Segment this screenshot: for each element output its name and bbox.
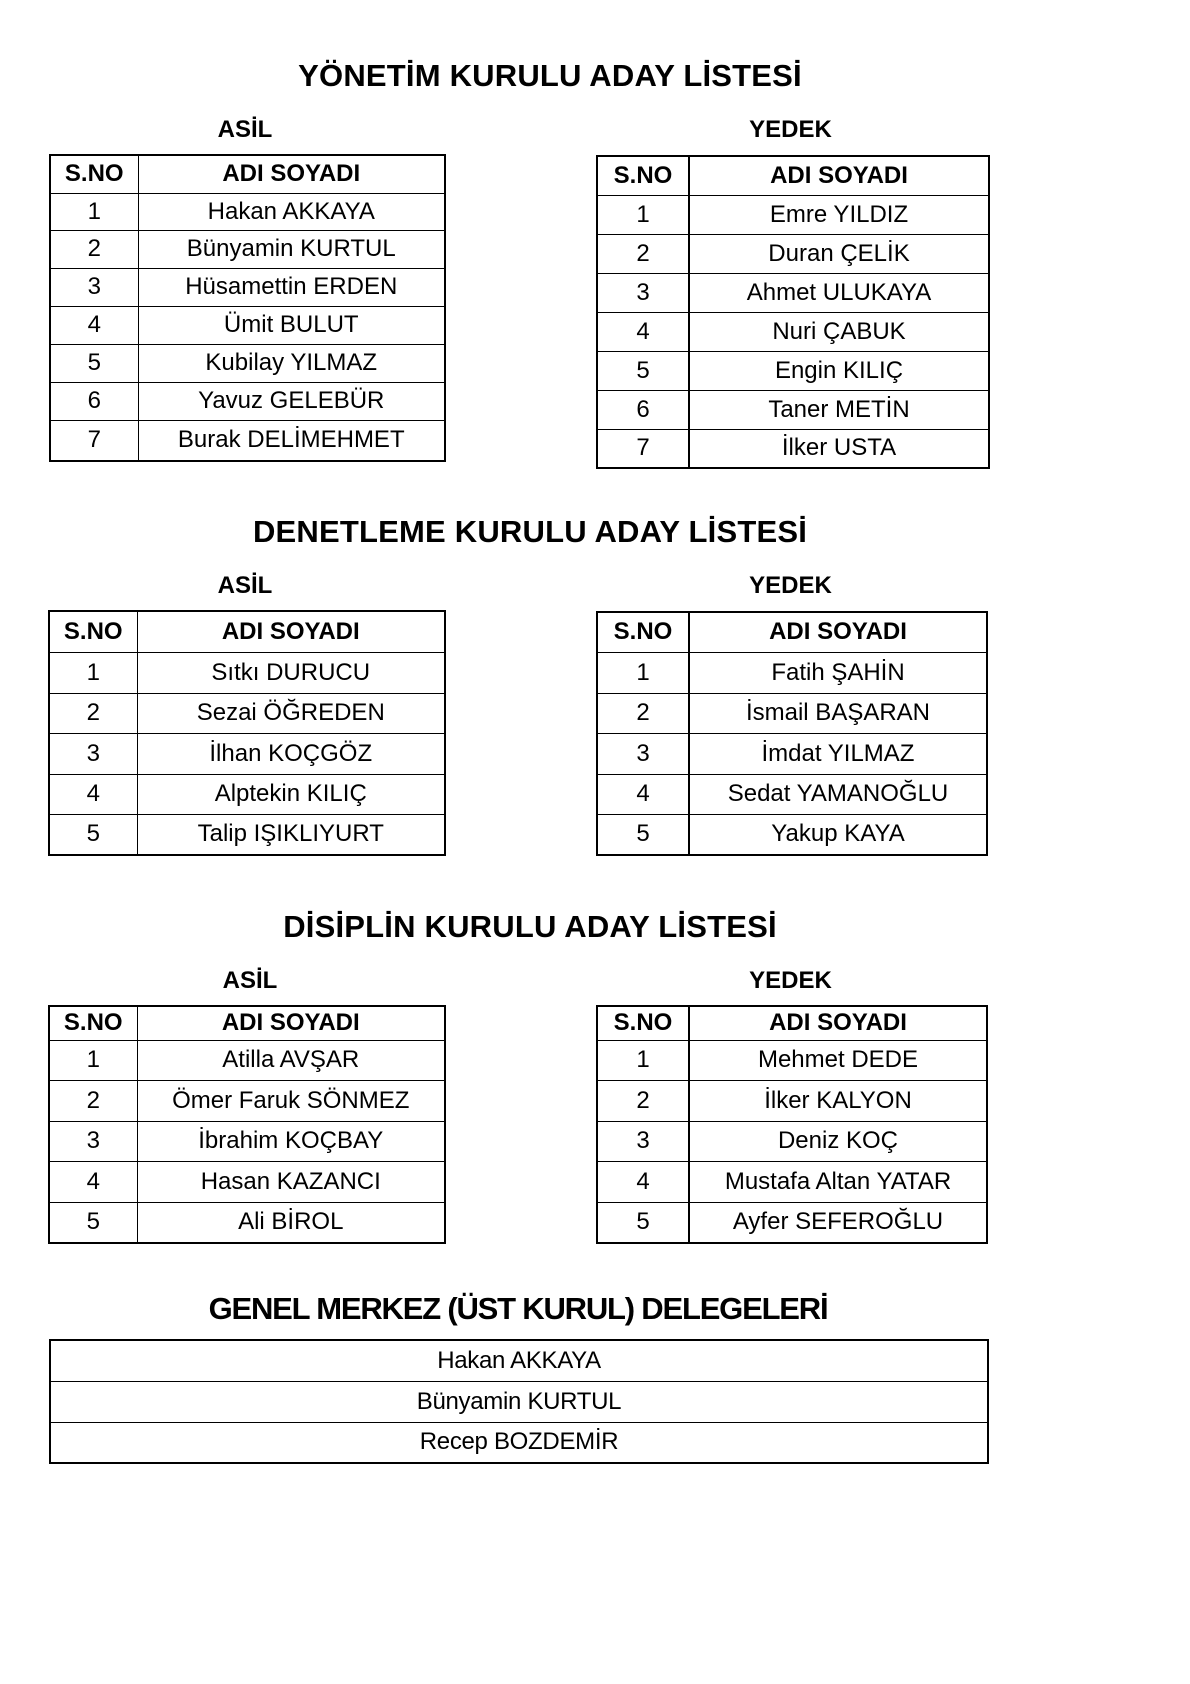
- row-number: 3: [50, 268, 138, 306]
- table-row: [597, 273, 989, 312]
- denetleme-yedek-table: [596, 611, 988, 856]
- table-row: [597, 1040, 987, 1080]
- row-name: Yakup KAYA: [689, 814, 987, 855]
- table-row: [50, 1381, 988, 1422]
- row-number: 1: [597, 652, 689, 693]
- table-row: [597, 312, 989, 351]
- row-name: Sıtkı DURUCU: [137, 652, 445, 693]
- row-name: İlker USTA: [689, 429, 989, 468]
- row-number: 3: [49, 1121, 137, 1161]
- table-header-row: [49, 1006, 445, 1040]
- row-name: Deniz KOÇ: [689, 1121, 987, 1161]
- table-row: [597, 390, 989, 429]
- row-number: 3: [597, 273, 689, 312]
- table-row: [597, 195, 989, 234]
- header-name: ADI SOYADI: [137, 611, 445, 652]
- table-row: [49, 733, 445, 774]
- asil-label-yonetim: ASİL: [217, 116, 273, 143]
- row-number: 2: [597, 693, 689, 733]
- table-row: [597, 774, 987, 814]
- table-row: [50, 306, 445, 344]
- table-row: [597, 429, 989, 468]
- row-number: 6: [597, 390, 689, 429]
- table-row: [49, 774, 445, 814]
- row-name: Kubilay YILMAZ: [138, 344, 445, 382]
- disiplin-asil-table: [48, 1005, 446, 1244]
- table-row: [50, 1422, 988, 1463]
- row-number: 1: [49, 1040, 137, 1080]
- row-name: Ali BİROL: [137, 1202, 445, 1243]
- row-number: 5: [597, 1202, 689, 1243]
- table-row: [50, 420, 445, 461]
- header-sno: S.NO: [49, 1006, 137, 1040]
- row-name: Ümit BULUT: [138, 306, 445, 344]
- table-row: [49, 652, 445, 693]
- row-number: 4: [49, 774, 137, 814]
- row-number: 2: [49, 693, 137, 733]
- row-number: 5: [597, 814, 689, 855]
- row-number: 2: [597, 234, 689, 273]
- disiplin-yedek-table: [596, 1005, 988, 1244]
- table-row: [597, 234, 989, 273]
- header-name: ADI SOYADI: [689, 1006, 987, 1040]
- row-number: 4: [597, 312, 689, 351]
- header-name: ADI SOYADI: [689, 612, 987, 652]
- row-name: Mustafa Altan YATAR: [689, 1161, 987, 1202]
- row-name: Sezai ÖĞREDEN: [137, 693, 445, 733]
- row-number: 7: [597, 429, 689, 468]
- yonetim-yedek-table: [596, 155, 990, 469]
- row-number: 1: [597, 195, 689, 234]
- yedek-label-disiplin: YEDEK: [749, 967, 832, 994]
- section-title-denetleme: DENETLEME KURULU ADAY LİSTESİ: [252, 514, 808, 549]
- row-name: Hüsamettin ERDEN: [138, 268, 445, 306]
- row-name: İlhan KOÇGÖZ: [137, 733, 445, 774]
- row-name: Sedat YAMANOĞLU: [689, 774, 987, 814]
- delegate-name: Bünyamin KURTUL: [50, 1381, 988, 1422]
- table-row: [50, 193, 445, 230]
- delegate-name: Hakan AKKAYA: [50, 1340, 988, 1381]
- row-name: Hasan KAZANCI: [137, 1161, 445, 1202]
- row-number: 5: [49, 1202, 137, 1243]
- row-name: İsmail BAŞARAN: [689, 693, 987, 733]
- table-row: [597, 693, 987, 733]
- table-header-row: [49, 611, 445, 652]
- row-name: Ayfer SEFEROĞLU: [689, 1202, 987, 1243]
- row-name: Duran ÇELİK: [689, 234, 989, 273]
- row-number: 5: [597, 351, 689, 390]
- header-sno: S.NO: [597, 1006, 689, 1040]
- delegate-name: Recep BOZDEMİR: [50, 1422, 988, 1463]
- row-name: İbrahim KOÇBAY: [137, 1121, 445, 1161]
- table-row: [50, 230, 445, 268]
- row-number: 4: [49, 1161, 137, 1202]
- row-name: Atilla AVŞAR: [137, 1040, 445, 1080]
- asil-label-denetleme: ASİL: [217, 572, 273, 599]
- row-name: Nuri ÇABUK: [689, 312, 989, 351]
- row-number: 6: [50, 382, 138, 420]
- table-row: [50, 344, 445, 382]
- row-number: 2: [49, 1080, 137, 1121]
- row-number: 3: [49, 733, 137, 774]
- header-sno: S.NO: [49, 611, 137, 652]
- row-number: 2: [597, 1080, 689, 1121]
- row-number: 1: [50, 193, 138, 230]
- row-name: İmdat YILMAZ: [689, 733, 987, 774]
- table-header-row: [597, 612, 987, 652]
- table-row: [49, 814, 445, 855]
- row-number: 4: [597, 1161, 689, 1202]
- table-row: [50, 268, 445, 306]
- header-sno: S.NO: [597, 156, 689, 195]
- row-name: Fatih ŞAHİN: [689, 652, 987, 693]
- table-row: [50, 1340, 988, 1381]
- row-number: 4: [50, 306, 138, 344]
- table-row: [597, 1202, 987, 1243]
- row-name: Talip IŞIKLIYURT: [137, 814, 445, 855]
- row-number: 1: [49, 652, 137, 693]
- table-row: [49, 1040, 445, 1080]
- table-row: [597, 1080, 987, 1121]
- table-row: [597, 652, 987, 693]
- row-number: 4: [597, 774, 689, 814]
- section-title-delegates: GENEL MERKEZ (ÜST KURUL) DELEGELERİ: [208, 1291, 828, 1326]
- row-number: 3: [597, 1121, 689, 1161]
- row-number: 2: [50, 230, 138, 268]
- table-row: [597, 1121, 987, 1161]
- row-number: 5: [49, 814, 137, 855]
- row-name: Hakan AKKAYA: [138, 193, 445, 230]
- table-row: [597, 1161, 987, 1202]
- yedek-label-yonetim: YEDEK: [749, 116, 832, 143]
- yonetim-asil-table: [49, 154, 446, 462]
- table-row: [597, 351, 989, 390]
- yedek-label-denetleme: YEDEK: [749, 572, 832, 599]
- delegates-table: [49, 1339, 989, 1464]
- row-name: Ahmet ULUKAYA: [689, 273, 989, 312]
- row-number: 5: [50, 344, 138, 382]
- header-name: ADI SOYADI: [138, 155, 445, 193]
- row-name: Engin KILIÇ: [689, 351, 989, 390]
- table-header-row: [597, 156, 989, 195]
- table-row: [597, 733, 987, 774]
- table-row: [49, 1161, 445, 1202]
- table-row: [49, 1121, 445, 1161]
- row-name: Bünyamin KURTUL: [138, 230, 445, 268]
- row-number: 3: [597, 733, 689, 774]
- table-header-row: [50, 155, 445, 193]
- table-row: [49, 1080, 445, 1121]
- header-name: ADI SOYADI: [137, 1006, 445, 1040]
- row-name: Emre YILDIZ: [689, 195, 989, 234]
- denetleme-asil-table: [48, 610, 446, 856]
- table-row: [49, 1202, 445, 1243]
- table-row: [49, 693, 445, 733]
- row-name: Yavuz GELEBÜR: [138, 382, 445, 420]
- table-row: [597, 814, 987, 855]
- section-title-yonetim: YÖNETİM KURULU ADAY LİSTESİ: [298, 58, 802, 93]
- header-name: ADI SOYADI: [689, 156, 989, 195]
- row-name: Taner METİN: [689, 390, 989, 429]
- row-name: Alptekin KILIÇ: [137, 774, 445, 814]
- asil-label-disiplin: ASİL: [222, 967, 278, 994]
- table-row: [50, 382, 445, 420]
- section-title-disiplin: DİSİPLİN KURULU ADAY LİSTESİ: [283, 909, 777, 944]
- row-name: Mehmet DEDE: [689, 1040, 987, 1080]
- row-name: Ömer Faruk SÖNMEZ: [137, 1080, 445, 1121]
- table-header-row: [597, 1006, 987, 1040]
- row-name: Burak DELİMEHMET: [138, 420, 445, 461]
- header-sno: S.NO: [597, 612, 689, 652]
- row-name: İlker KALYON: [689, 1080, 987, 1121]
- row-number: 7: [50, 420, 138, 461]
- header-sno: S.NO: [50, 155, 138, 193]
- row-number: 1: [597, 1040, 689, 1080]
